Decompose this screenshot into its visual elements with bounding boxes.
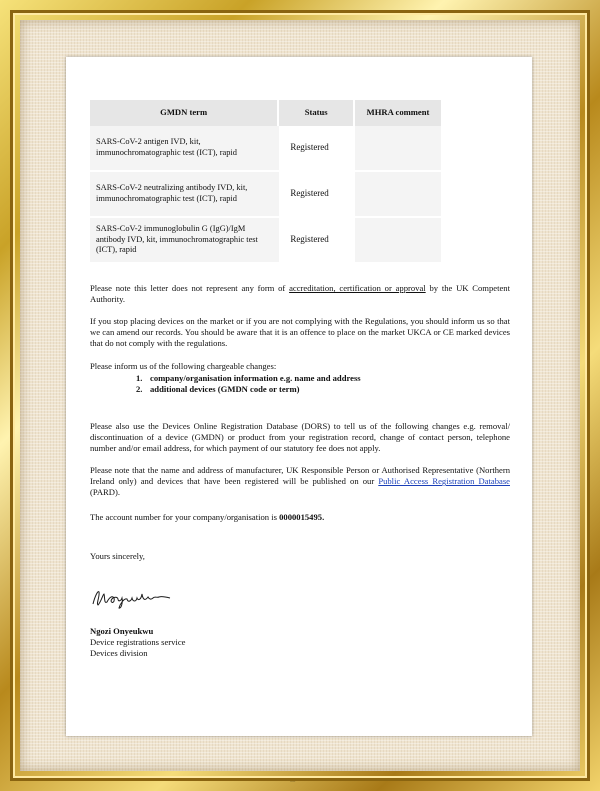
accreditation-underlined: accreditation, certification or approval [289,283,426,293]
account-paragraph [90,512,510,523]
account-number: 0000015495. [279,512,325,522]
signature-text: NOnyeukwu [290,782,296,783]
signer-name: Ngozi Onyeukwu [90,626,154,636]
comment-cell [355,126,441,172]
table-row [90,126,441,172]
table-header-row [90,100,441,126]
signer-role: Device registrations service [90,637,186,648]
status-cell: Registered [279,218,355,264]
comment-cell [355,218,441,264]
gmdn-term-cell: SARS-CoV-2 neutralizing antibody IVD, kit, immunochromatographic test (ICT), rapid [90,172,279,218]
header-status: Status [279,100,355,126]
list-item [136,373,361,384]
disclaimer-text: Please note this letter does not represent any form of [90,283,290,293]
disclaimer-paragraph [90,283,510,305]
pard-text: Please note that the name and address of manufacturer, UK Responsible Person or Authorised Representative (Northern Ireland only) and devices that have been registered will be published on our [90,465,510,487]
header-mhra-comment: MHRA comment [355,100,441,126]
letter-page [66,57,532,783]
header-gmdn-term: GMDN term [90,100,279,126]
account-text: The account number for your company/organisation is [90,512,280,522]
table-row [90,172,441,218]
chargeable-changes-list [136,373,361,395]
stop-placing-paragraph: If you stop placing devices on the market or if you are not complying with the Regulations, you should inform us so that we can amend our records. You should be aware that it is an offence to place on the market UKCA or CE marked devices that do not comply with the regulations. [90,316,510,349]
pard-text-end: (PARD). [90,487,121,498]
list-text: company/organisation information e.g. name and address [150,373,361,383]
gmdn-term-cell: SARS-CoV-2 immunoglobulin G (IgG)/IgM antibody IVD, kit, immunochromatographic test (ICT), rapid [90,218,279,264]
dors-paragraph: Please also use the Devices Online Registration Database (DORS) to tell us of the following changes e.g. removal/ discontinuation of a device (GMDN) or product from your registration record, change of contact person, telephone number and/or email address, for which payment of our statutory fee does not apply. [90,421,510,454]
signer-division: Devices division [90,648,148,659]
list-number: 1. [136,373,143,383]
pard-link[interactable]: Public Access Registration Database [378,476,510,487]
list-item [136,384,361,395]
closing-salutation: Yours sincerely, [90,551,145,561]
gmdn-table [90,100,441,264]
comment-cell [355,172,441,218]
disclaimer-text-end: by the UK Competent Authority. [90,283,510,305]
list-number: 2. [136,384,143,395]
chargeable-intro: Please inform us of the following chargeable changes: [90,361,277,371]
signer-block [90,626,185,660]
gmdn-term-cell: SARS-CoV-2 antigen IVD, kit, immunochromatographic test (ICT), rapid [90,126,279,172]
pard-paragraph [90,465,510,499]
table-row [90,218,441,264]
list-text: additional devices (GMDN code or term) [150,384,300,395]
status-cell: Registered [279,172,355,218]
status-cell: Registered [279,126,355,172]
